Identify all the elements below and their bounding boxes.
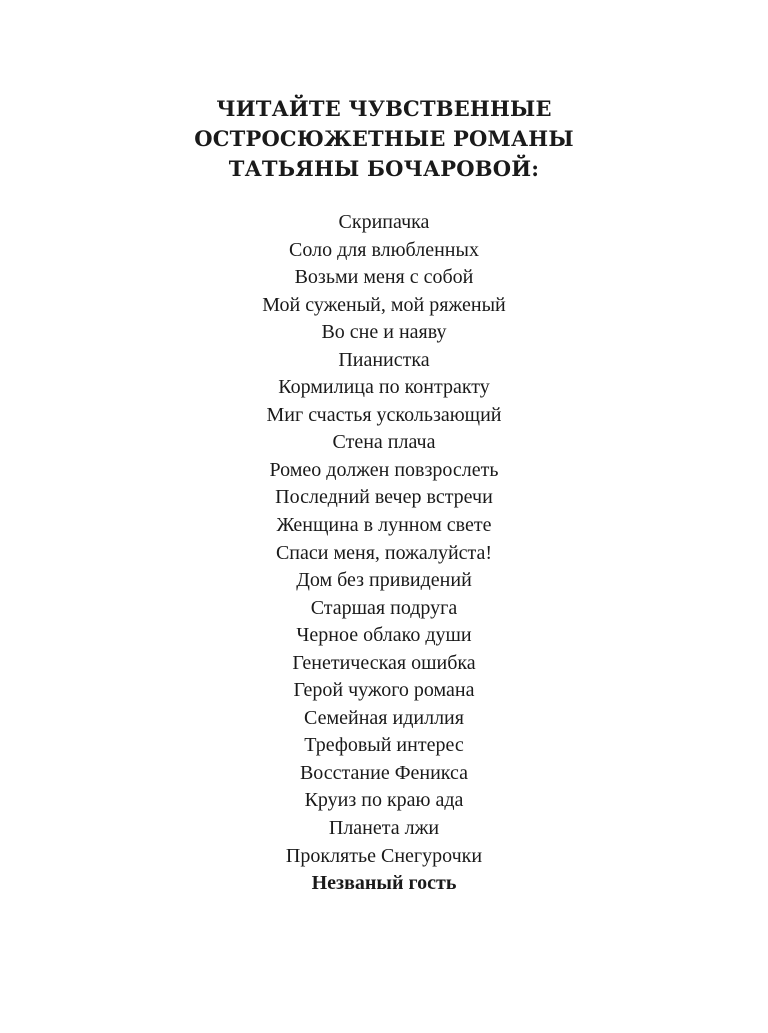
novel-title: Генетическая ошибка (292, 651, 476, 674)
novel-title: Ромео должен повзрослеть (269, 458, 499, 481)
novel-title: Во сне и наяву (321, 321, 447, 344)
page-heading (0, 94, 768, 184)
novel-title: Черное облако души (296, 624, 472, 647)
novel-title: Спаси меня, пожалуйста! (275, 541, 493, 564)
novel-title: Незваный гость (311, 872, 457, 895)
novel-title: Дом без привидений (296, 569, 472, 592)
novel-title: Стена плача (332, 431, 436, 454)
novel-title: Скрипачка (338, 211, 430, 233)
heading-line-1: ЧИТАЙТЕ ЧУВСТВЕННЫЕ (216, 96, 552, 121)
novel-title: Трефовый интерес (304, 734, 464, 757)
novel-title: Соло для влюбленных (289, 238, 479, 261)
novel-title: Пианистка (338, 348, 430, 371)
novel-title: Кормилица по контракту (278, 376, 490, 399)
novel-title-list (0, 209, 768, 898)
novel-title: Женщина в лунном свете (276, 514, 492, 537)
heading-line-3: ТАТЬЯНЫ БОЧАРОВОЙ: (228, 156, 540, 181)
heading-line-2: ОСТРОСЮЖЕТНЫЕ РОМАНЫ (194, 126, 574, 151)
novel-title: Старшая подруга (310, 596, 458, 619)
novel-title: Планета лжи (328, 817, 440, 840)
novel-title: Восстание Феникса (299, 761, 469, 784)
novel-title: Миг счастья ускользающий (266, 403, 502, 426)
novel-title: Семейная идиллия (304, 706, 464, 729)
novel-title: Мой суженый, мой ряженый (262, 293, 506, 316)
novel-title: Герой чужого романа (293, 679, 475, 702)
novel-title: Круиз по краю ада (304, 789, 464, 812)
novel-title: Последний вечер встречи (275, 486, 493, 509)
novel-title: Возьми меня с собой (294, 266, 474, 289)
novel-title: Проклятье Снегурочки (285, 844, 483, 867)
